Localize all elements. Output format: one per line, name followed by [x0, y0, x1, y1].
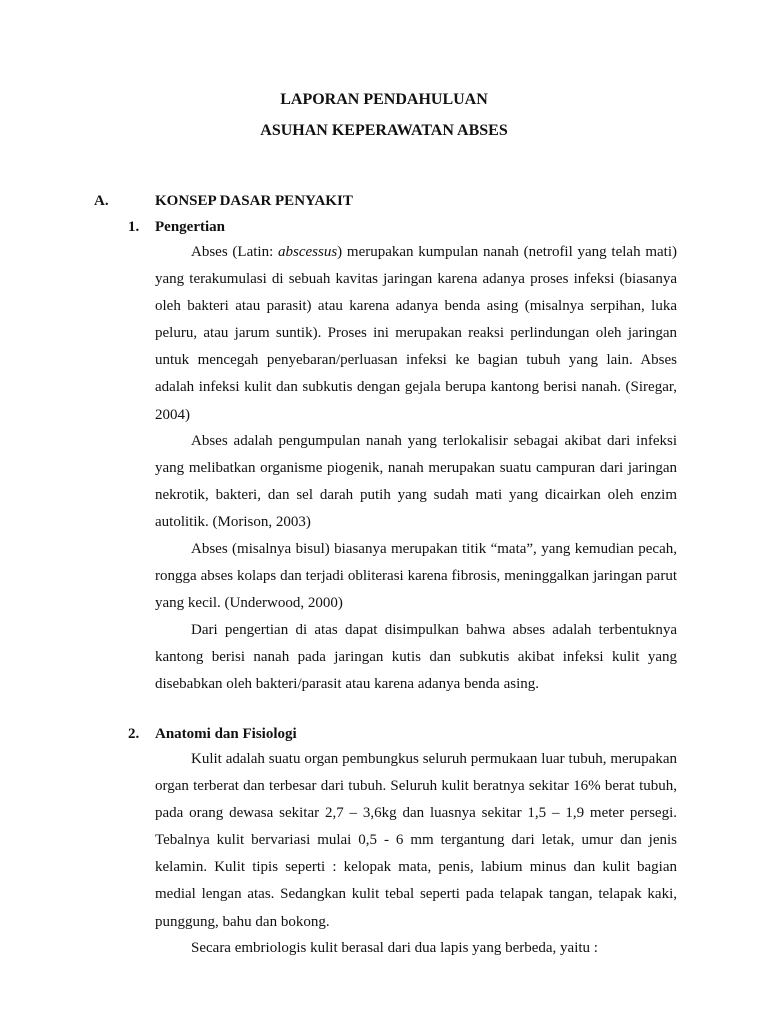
paragraph-conclusion: [155, 617, 677, 698]
document-title-line-1: LAPORAN PENDAHULUAN: [280, 91, 488, 108]
paragraph-1-rest: ) merupakan kumpulan nanah (netrofil yang telah mati) yang terakumulasi di sebuah kavitas jaringan karena adanya proses infeksi (biasanya oleh bakteri atau parasit) atau karena adanya benda asing (misalnya serpihan, luka peluru, atau jarum suntik). Proses ini merupakan reaksi perlindungan oleh jaringan untuk mencegah penyebaran/perluasan infeksi ke bagian tubuh yang lain. Abses adalah infeksi kulit dan subkutis dengan gejala berupa kantong berisi nanah. (Siregar, 2004): [155, 244, 677, 423]
paragraph-6-text: Secara embriologis kulit berasal dari dua lapis yang berbeda, yaitu :: [191, 940, 598, 956]
paragraph-anatomy-1: [155, 746, 677, 936]
paragraph-3-text: Abses (misalnya bisul) biasanya merupakan titik “mata”, yang kemudian pecah, rongga abses kolaps dan terjadi obliterasi karena fibrosis, meninggalkan jaringan parut yang kecil. (Underwood, 2000): [155, 541, 677, 612]
paragraph-5-text: Kulit adalah suatu organ pembungkus seluruh permukaan luar tubuh, merupakan organ terberat dan terbesar dari tubuh. Seluruh kulit beratnya sekitar 16% berat tubuh, pada orang dewasa sekitar 2,7 – 3,6kg dan luasnya sekitar 1,5 – 1,9 meter persegi. Tebalnya kulit bervariasi mulai 0,5 - 6 mm tergantung dari letak, umur dan jenis kelamin. Kulit tipis seperti : kelopak mata, penis, labium minus dan kulit bagian medial lengan atas. Sedangkan kulit tebal seperti pada telapak tangan, telapak kaki, punggung, bahu dan bokong.: [155, 751, 677, 930]
paragraph-2-text: Abses adalah pengumpulan nanah yang terlokalisir sebagai akibat dari infeksi yang melibatkan organisme piogenik, nanah merupakan suatu campuran dari jaringan nekrotik, bakteri, dan sel darah putih yang sudah mati yang dicairkan oleh enzim autolitik. (Morison, 2003): [155, 433, 677, 531]
subsection-2-marker: 2.: [128, 726, 140, 742]
subsection-2-heading: Anatomi dan Fisiologi: [155, 726, 297, 742]
section-a-heading: KONSEP DASAR PENYAKIT: [155, 193, 353, 209]
latin-term: abscessus: [278, 244, 338, 260]
paragraph-1-start: Abses (Latin:: [191, 244, 278, 260]
paragraph-definition-3: [155, 536, 677, 617]
paragraph-definition-2: [155, 428, 677, 536]
paragraph-anatomy-2: [155, 935, 677, 962]
paragraph-4-text: Dari pengertian di atas dapat disimpulkan bahwa abses adalah terbentuknya kantong berisi nanah pada jaringan kutis dan subkutis akibat infeksi kulit yang disebabkan oleh bakteri/parasit atau karena adanya benda asing.: [155, 622, 677, 693]
subsection-1-marker: 1.: [128, 219, 140, 235]
section-a-marker: A.: [94, 193, 109, 209]
document-title-line-2: ASUHAN KEPERAWATAN ABSES: [260, 122, 508, 139]
subsection-1-heading: Pengertian: [155, 219, 225, 235]
paragraph-definition-1: [155, 239, 677, 429]
